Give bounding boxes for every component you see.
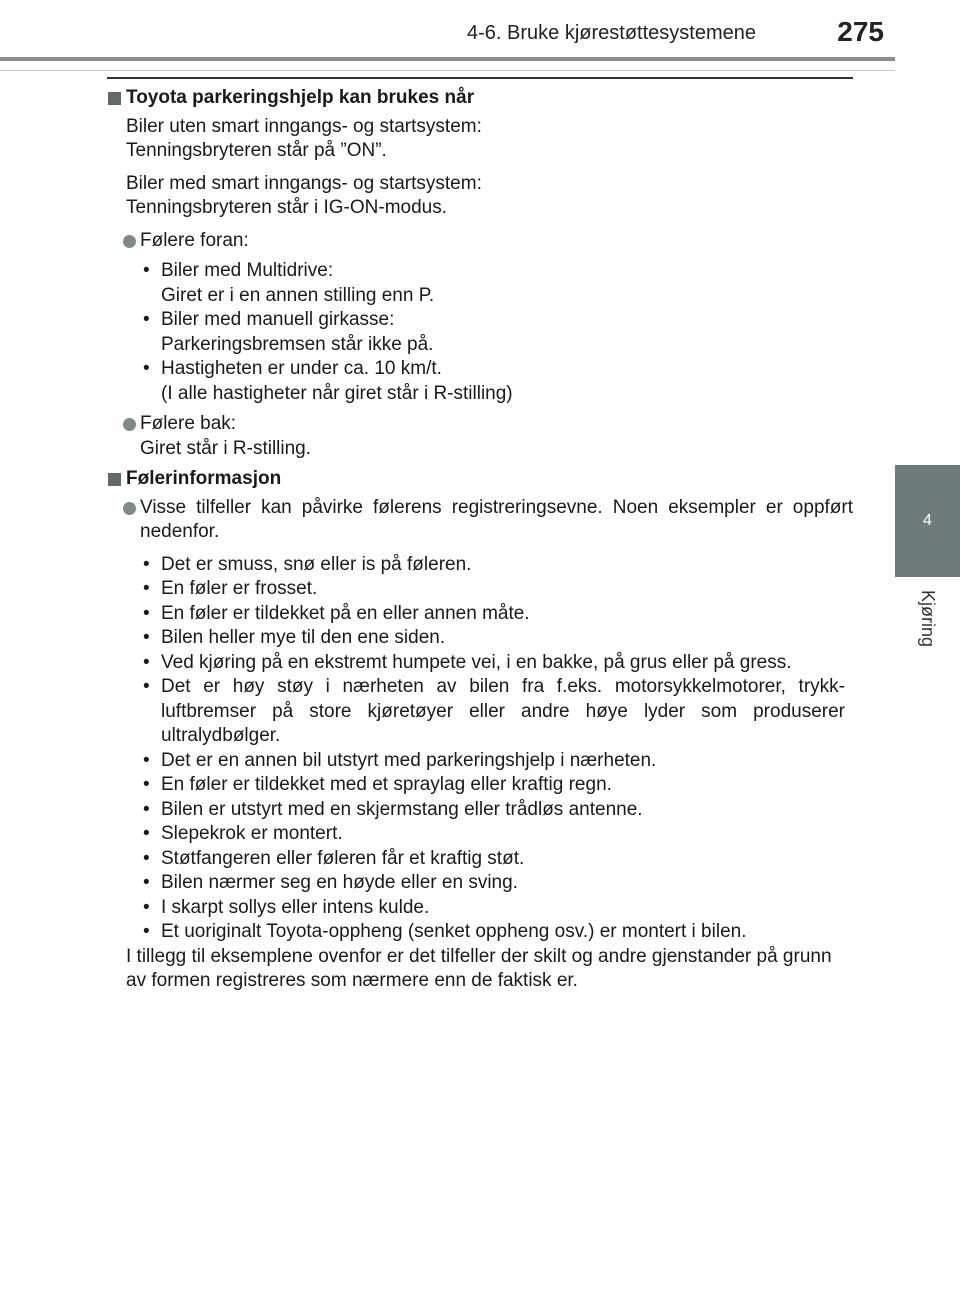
list-item-text: Bilen er utstyrt med en skjermstang eller trådløs antenne. xyxy=(161,798,643,820)
list-item: • Bilen er utstyrt med en skjermstang eller trådløs antenne. xyxy=(143,798,853,823)
list-item-text: En føler er tildekket med et spraylag eller kraftig regn. xyxy=(161,774,612,795)
list-item: • Det er en annen bil utstyrt med parkeringshjelp i nærheten. xyxy=(143,749,853,774)
front-sensors-item xyxy=(123,229,853,254)
paragraph-smart-key xyxy=(126,172,853,221)
list-item-line: Biler med manuell girkasse: xyxy=(161,309,395,330)
paragraph-line: Biler med smart inngangs- og startsystem: xyxy=(126,172,482,194)
square-bullet-icon xyxy=(108,473,121,486)
paragraph-line: Biler uten smart inngangs- og startsystem: xyxy=(126,115,482,137)
rear-sensors-title: Følere bak: xyxy=(140,413,237,434)
list-item-text: Støtfangeren eller føleren får et kraftig støt. xyxy=(161,847,525,869)
list-item: • En føler er tildekket på en eller annen måte. xyxy=(143,602,853,627)
list-item-line: (I alle hastigheter når giret står i R-stilling) xyxy=(161,382,513,404)
list-item: • Det er høy støy i nærheten av bilen fra f.eks. motorsykkelmotorer, trykk-luftbremser på store kjøretøyer eller andre høye lyder som produserer ultralydbølger. xyxy=(143,675,853,749)
list-item-text: Det er høy støy i nærheten av bilen fra f.eks. motorsykkelmotorer, trykk-luftbremser på store kjøretøyer eller andre høye lyder som produserer ultralydbølger. xyxy=(161,676,845,746)
list-item: • Slepekrok er montert. xyxy=(143,822,853,847)
circle-bullet-icon xyxy=(123,502,136,515)
list-item: • Biler med manuell girkasse: Parkeringsbremsen står ikke på. xyxy=(143,308,853,357)
list-item: • Det er smuss, snø eller is på føleren. xyxy=(143,553,853,578)
header-rule xyxy=(0,57,960,61)
paragraph-no-smart-key xyxy=(126,115,853,164)
list-item-text: Ved kjøring på en ekstremt humpete vei, i en bakke, på grus eller på gress. xyxy=(161,651,792,673)
list-item: • Et uoriginalt Toyota-oppheng (senket oppheng osv.) er montert i bilen. xyxy=(143,920,853,945)
list-item-text: Bilen heller mye til den ene siden. xyxy=(161,627,446,648)
paragraph-line: Tenningsbryteren står i IG-ON-modus. xyxy=(126,197,448,218)
heading-text: Følerinformasjon xyxy=(126,468,282,489)
page-content xyxy=(108,86,853,994)
sensor-info-conditions xyxy=(108,553,853,945)
square-bullet-icon xyxy=(108,92,121,105)
list-item: • I skarpt sollys eller intens kulde. xyxy=(143,896,853,921)
list-item: • En føler er tildekket med et spraylag eller kraftig regn. xyxy=(143,773,853,798)
chapter-tab xyxy=(895,465,960,577)
chapter-label: Kjøring xyxy=(918,590,938,648)
front-sensors-conditions xyxy=(108,259,853,406)
list-item-line: Hastigheten er under ca. 10 km/t. xyxy=(161,358,442,379)
sensor-info-intro: Visse tilfeller kan påvirke følerens registreringsevne. Noen eksempler er oppført nedenfor. xyxy=(140,496,853,542)
list-item-text: Det er en annen bil utstyrt med parkeringshjelp i nærheten. xyxy=(161,749,657,771)
list-item: • Støtfangeren eller føleren får et kraftig støt. xyxy=(143,847,853,872)
page-number: 275 xyxy=(837,16,884,47)
list-item-text: Det er smuss, snø eller is på føleren. xyxy=(161,553,472,575)
heading-text: Toyota parkeringshjelp kan brukes når xyxy=(126,87,475,108)
list-item-text: Slepekrok er montert. xyxy=(161,823,343,844)
list-item-text: Et uoriginalt Toyota-oppheng (senket oppheng osv.) er montert i bilen. xyxy=(161,921,747,942)
chapter-label-box xyxy=(895,590,960,670)
content-divider xyxy=(107,77,853,79)
page-header xyxy=(0,0,960,71)
list-item-line: Biler med Multidrive: xyxy=(161,260,334,281)
section-title: 4-6. Bruke kjørestøttesystemene xyxy=(467,22,756,44)
list-item: • Bilen heller mye til den ene siden. xyxy=(143,626,853,651)
circle-bullet-icon xyxy=(123,418,136,431)
section-heading-usage xyxy=(108,86,853,111)
list-item: • Hastigheten er under ca. 10 km/t. (I alle hastigheter når giret står i R-stilling) xyxy=(143,357,853,406)
list-item-line: Giret er i en annen stilling enn P. xyxy=(161,284,435,306)
tab-spacer xyxy=(895,0,960,465)
list-item: • En føler er frosset. xyxy=(143,577,853,602)
rear-sensors-item xyxy=(123,412,853,461)
list-item-text: En føler er frosset. xyxy=(161,578,318,599)
list-item: • Bilen nærmer seg en høyde eller en sving. xyxy=(143,871,853,896)
closing-paragraph: I tillegg til eksemplene ovenfor er det tilfeller der skilt og andre gjenstander på grunn av formen registreres som nærmere enn de faktisk er. xyxy=(126,945,832,991)
list-item: • Ved kjøring på en ekstremt humpete vei, i en bakke, på grus eller på gress. xyxy=(143,651,853,676)
list-item-text: Bilen nærmer seg en høyde eller en sving. xyxy=(161,872,518,893)
sensor-info-intro-item xyxy=(123,496,853,545)
list-item: • Biler med Multidrive: Giret er i en annen stilling enn P. xyxy=(143,259,853,308)
chapter-number: 4 xyxy=(923,512,932,529)
list-item-text: En føler er tildekket på en eller annen måte. xyxy=(161,602,530,624)
paragraph-line: Tenningsbryteren står på ”ON”. xyxy=(126,140,387,161)
list-item-text: I skarpt sollys eller intens kulde. xyxy=(161,896,430,918)
list-item-line: Parkeringsbremsen står ikke på. xyxy=(161,333,434,355)
section-heading-sensor-info xyxy=(108,467,853,492)
rear-sensors-condition: Giret står i R-stilling. xyxy=(140,437,312,459)
front-sensors-title: Følere foran: xyxy=(140,229,249,251)
circle-bullet-icon xyxy=(123,235,136,248)
